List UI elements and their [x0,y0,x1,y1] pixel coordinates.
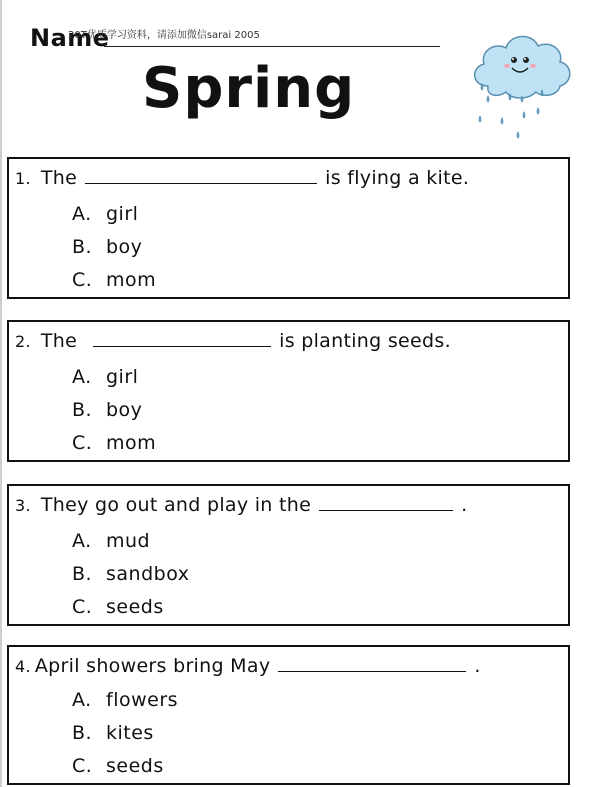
option-text: boy [106,236,143,258]
page-title: Spring [142,56,356,121]
option-text: mom [106,269,157,291]
answer-blank[interactable] [85,182,317,184]
option-text: seeds [106,755,164,777]
question-suffix: . [461,494,468,516]
option-letter: B. [72,399,93,421]
option-text: flowers [106,689,179,711]
option-letter: C. [72,755,93,777]
question-4-text [15,655,481,677]
question-1 [7,157,570,299]
option-b[interactable] [72,236,142,258]
option-text: mud [106,530,151,552]
option-c[interactable] [72,269,156,291]
option-b[interactable] [72,722,154,744]
option-b[interactable] [72,399,142,421]
question-number: 2. [15,332,31,351]
option-letter: B. [72,236,93,258]
option-text: girl [106,203,139,225]
question-1-text [15,167,469,189]
rain-cloud-icon [466,24,576,144]
question-prefix: The [40,167,78,189]
question-number: 3. [15,496,31,515]
question-number: 4. [15,657,31,676]
option-letter: B. [72,722,93,744]
option-text: mom [106,432,157,454]
option-a[interactable] [72,366,138,388]
question-2-text [15,330,451,352]
name-line[interactable] [104,46,440,47]
question-prefix: They go out and play in the [40,494,312,516]
option-c[interactable] [72,432,156,454]
option-text: seeds [106,596,164,618]
question-2 [7,320,570,462]
question-prefix: The [40,330,78,352]
option-letter: A. [72,689,92,711]
page-edge [0,0,2,787]
answer-blank[interactable] [278,670,466,672]
option-a[interactable] [72,689,178,711]
option-text: boy [106,399,143,421]
question-3-text [15,494,467,516]
question-suffix: is planting seeds. [279,330,451,352]
question-suffix: . [474,655,481,677]
option-letter: C. [72,432,93,454]
option-letter: A. [72,366,92,388]
option-letter: C. [72,596,93,618]
question-number: 1. [15,169,31,188]
answer-blank[interactable] [319,509,453,511]
option-c[interactable] [72,755,164,777]
option-text: kites [106,722,154,744]
option-c[interactable] [72,596,164,618]
option-b[interactable] [72,563,190,585]
watermark-text: 20T优质学习资料，请添加微信sarai 2005 [68,30,260,41]
option-text: girl [106,366,139,388]
answer-blank[interactable] [93,345,271,347]
name-label: Name [30,24,110,52]
option-letter: B. [72,563,93,585]
option-a[interactable] [72,530,150,552]
question-suffix: is flying a kite. [325,167,470,189]
question-4 [7,645,570,785]
option-text: sandbox [106,563,190,585]
option-a[interactable] [72,203,138,225]
option-letter: A. [72,203,92,225]
option-letter: C. [72,269,93,291]
option-letter: A. [72,530,92,552]
question-3 [7,484,570,626]
question-prefix: April showers bring May [34,655,271,677]
